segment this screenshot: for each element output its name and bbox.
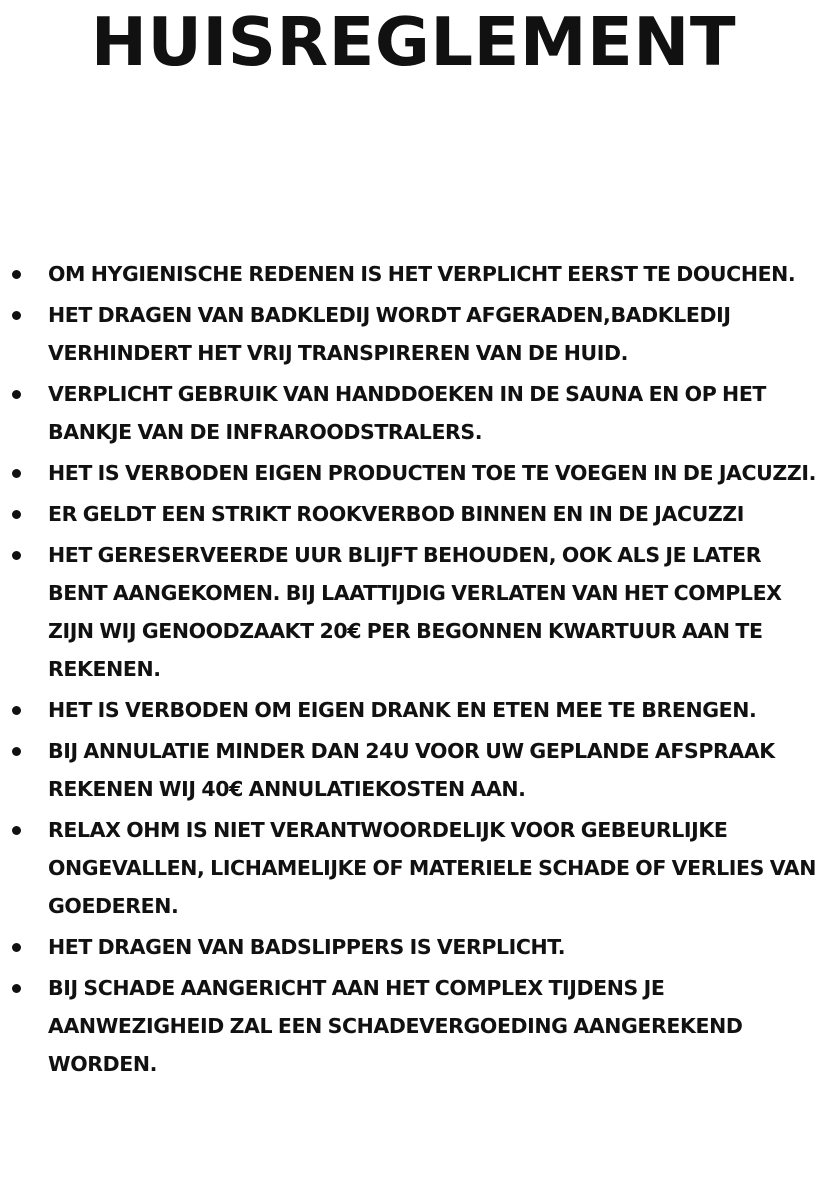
bullet-icon bbox=[12, 747, 21, 756]
rules-list bbox=[0, 255, 827, 1086]
rule-text: BIJ ANNULATIE MINDER DAN 24U VOOR UW GEPLANDE AFSPRAAK REKENEN WIJ 40€ ANNULATIEKOSTEN AAN. bbox=[48, 739, 775, 801]
bullet-icon bbox=[12, 551, 21, 560]
bullet-icon bbox=[12, 984, 21, 993]
rule-text: ER GELDT EEN STRIKT ROOKVERBOD BINNEN EN IN DE JACUZZI bbox=[48, 502, 744, 526]
bullet-icon bbox=[12, 270, 21, 279]
rule-text: RELAX OHM IS NIET VERANTWOORDELIJK VOOR GEBEURLIJKE ONGEVALLEN, LICHAMELIJKE OF MATERIELE SCHADE OF VERLIES VAN GOEDEREN. bbox=[48, 818, 817, 918]
bullet-icon bbox=[12, 510, 21, 519]
bullet-icon bbox=[12, 706, 21, 715]
rule-item bbox=[0, 296, 827, 372]
bullet-icon bbox=[12, 943, 21, 952]
rule-item bbox=[0, 495, 827, 533]
rule-item bbox=[0, 691, 827, 729]
bullet-icon bbox=[12, 826, 21, 835]
rule-text: HET IS VERBODEN OM EIGEN DRANK EN ETEN MEE TE BRENGEN. bbox=[48, 698, 757, 722]
bullet-icon bbox=[12, 311, 21, 320]
rule-item bbox=[0, 969, 827, 1083]
document-title: HUISREGLEMENT bbox=[90, 3, 737, 81]
rule-text: HET IS VERBODEN EIGEN PRODUCTEN TOE TE VOEGEN IN DE JACUZZI. bbox=[48, 461, 816, 485]
bullet-icon bbox=[12, 390, 21, 399]
rule-text: BIJ SCHADE AANGERICHT AAN HET COMPLEX TIJDENS JE AANWEZIGHEID ZAL EEN SCHADEVERGOEDING AANGEREKEND WORDEN. bbox=[48, 976, 743, 1076]
rule-item bbox=[0, 454, 827, 492]
rule-text: HET GERESERVEERDE UUR BLIJFT BEHOUDEN, OOK ALS JE LATER BENT AANGEKOMEN. BIJ LAATTIJDIG VERLATEN VAN HET COMPLEX ZIJN WIJ GENOODZAAKT 20€ PER BEGONNEN KWARTUUR AAN TE REKENEN. bbox=[48, 543, 782, 681]
rule-text: OM HYGIENISCHE REDENEN IS HET VERPLICHT EERST TE DOUCHEN. bbox=[48, 262, 796, 286]
bullet-icon bbox=[12, 469, 21, 478]
rule-text: HET DRAGEN VAN BADSLIPPERS IS VERPLICHT. bbox=[48, 935, 566, 959]
rule-item bbox=[0, 375, 827, 451]
rule-text: HET DRAGEN VAN BADKLEDIJ WORDT AFGERADEN,BADKLEDIJ VERHINDERT HET VRIJ TRANSPIREREN VAN DE HUID. bbox=[48, 303, 731, 365]
rule-item bbox=[0, 536, 827, 688]
rule-item bbox=[0, 928, 827, 966]
rule-item bbox=[0, 255, 827, 293]
rule-item bbox=[0, 732, 827, 808]
rule-text: VERPLICHT GEBRUIK VAN HANDDOEKEN IN DE SAUNA EN OP HET BANKJE VAN DE INFRAROODSTRALERS. bbox=[48, 382, 767, 444]
rule-item bbox=[0, 811, 827, 925]
